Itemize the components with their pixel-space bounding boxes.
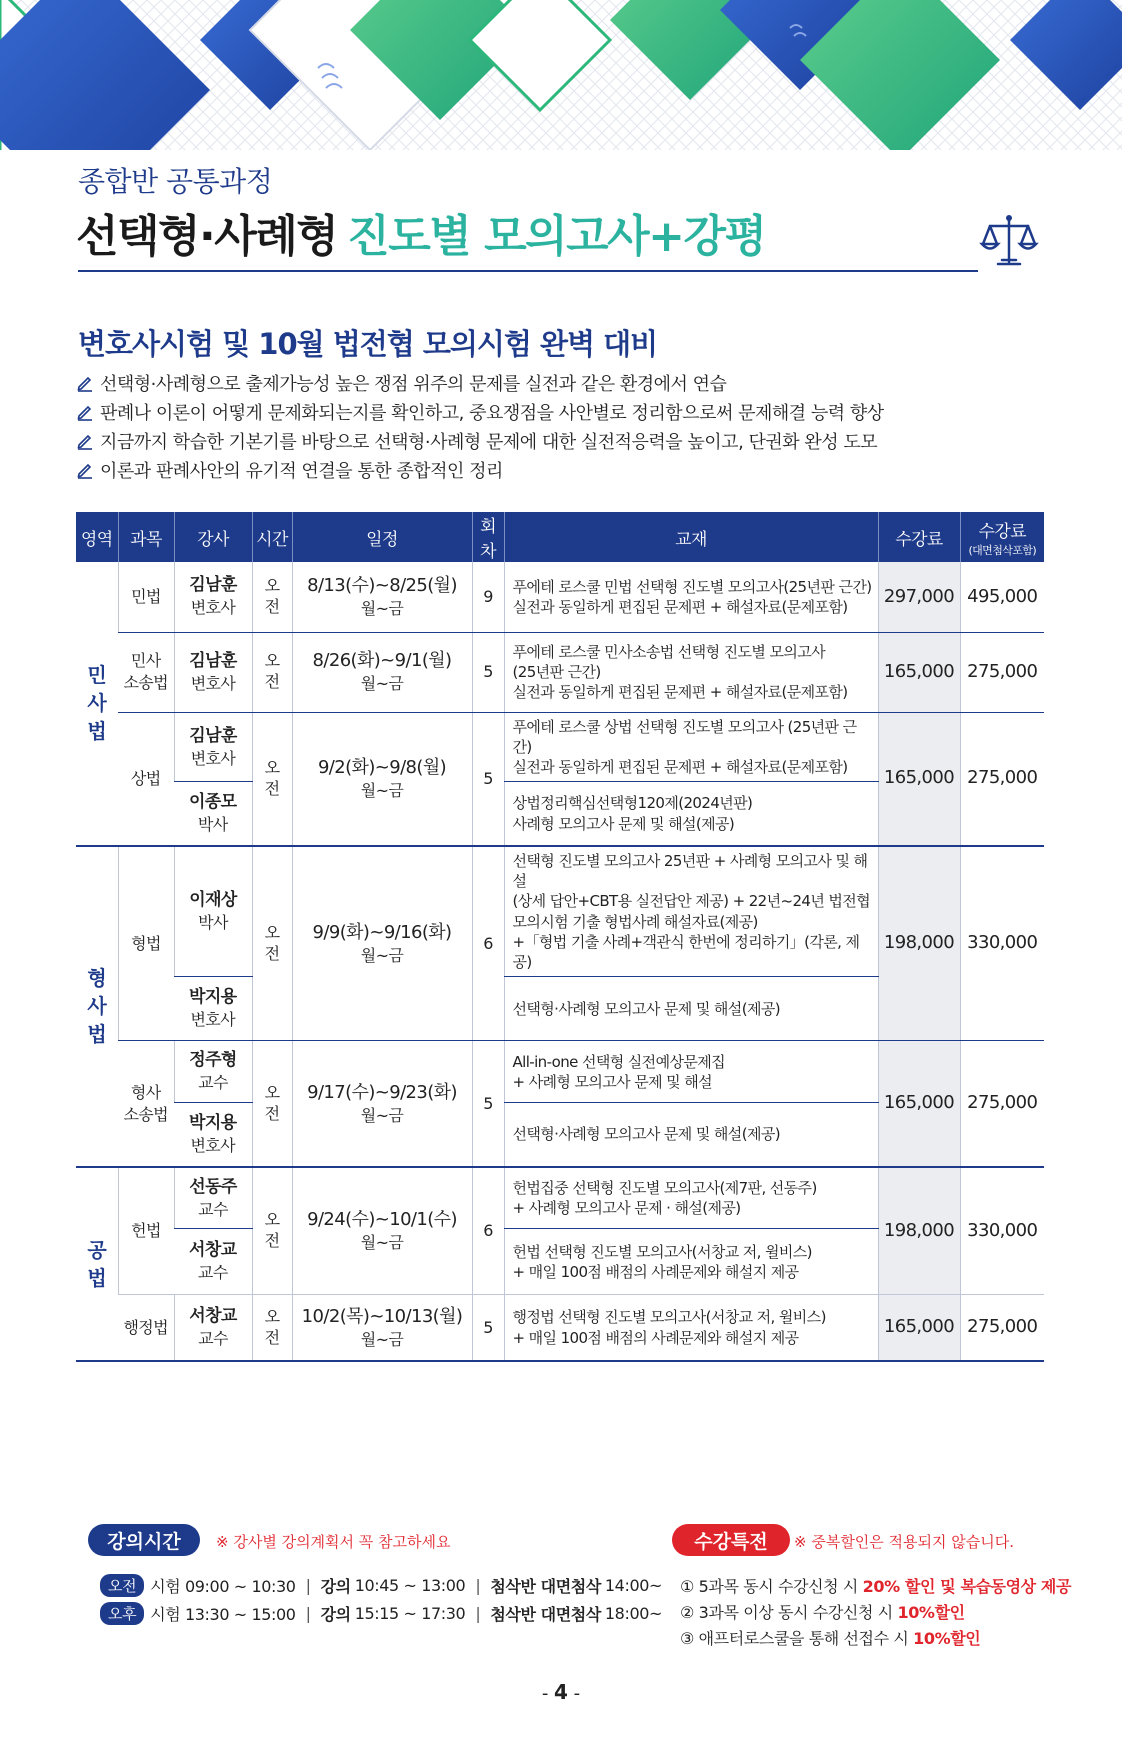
area-char: 사 (87, 994, 107, 1019)
weekdays: 월~금 (360, 1329, 404, 1349)
textbook-cell (504, 1167, 878, 1229)
subject-line: 소송법 (123, 1104, 169, 1124)
lecturer-title: 변호사 (190, 598, 236, 618)
date-range: 8/13(수)~8/25(월) (307, 574, 457, 596)
textbook-line: 사례형 모의고사 문제 및 해설(제공) (512, 814, 735, 833)
benefit-text: ② 3과목 이상 동시 수강신청 시 (680, 1603, 898, 1622)
fee2-sublabel: (대면첨삭포함) (968, 543, 1037, 557)
lecturer-name: 박지용 (189, 987, 237, 1008)
review-label: 첨삭반 대면첨삭 (490, 1605, 601, 1624)
area-char: 형 (87, 966, 107, 991)
table-row (76, 1167, 1044, 1229)
pm-lecture-time: 15:15 ~ 17:30 (354, 1604, 466, 1623)
col-header-sessions: 회차 (472, 512, 504, 562)
schedule-table (76, 512, 1044, 1362)
subject-cell: 행정법 (118, 1295, 174, 1361)
textbook-line: 실전과 동일하게 편집된 문제편 + 해설자료(문제포함) (512, 683, 848, 702)
col-header-lecturer: 강사 (174, 512, 252, 562)
area-char: 공 (87, 1237, 107, 1262)
lecture-label: 강의 (320, 1577, 351, 1596)
lecture-time-note: ※ 강사별 강의계획서 꼭 참고하세요 (216, 1533, 451, 1551)
lecturer-title: 박사 (197, 815, 228, 835)
textbook-line: 실전과 동일하게 편집된 문제편 + 해설자료(문제포함) (512, 758, 848, 776)
time-char: 오 (264, 1082, 280, 1102)
table-row (76, 562, 1044, 632)
area-char: 사 (87, 691, 107, 716)
am-tag: 오전 (100, 1574, 144, 1597)
textbook-line: +「형법 기출 사례+객관식 한번에 정리하기」(각론, 제공) (512, 932, 860, 971)
weekdays: 월~금 (360, 945, 404, 965)
time-char: 오 (264, 575, 280, 595)
lecturer-name: 선동주 (189, 1176, 237, 1197)
schedule-cell (292, 1167, 472, 1295)
schedule-cell (292, 846, 472, 1041)
lecture-time-badge: 강의시간 (88, 1524, 200, 1556)
col-header-area: 영역 (76, 512, 118, 562)
separator: | (475, 1576, 481, 1595)
benefits-note: ※ 중복할인은 적용되지 않습니다. (794, 1533, 1015, 1551)
subject-cell (118, 1041, 174, 1167)
list-item (76, 397, 884, 426)
textbook-cell (504, 1041, 878, 1103)
area-char: 법 (87, 1265, 107, 1290)
textbook-line: 모의시험 기출 형법사례 해설자료(제공) (512, 912, 758, 931)
textbook-line: (상세 답안+CBT용 실전답안 제공) + 22년~24년 법전협 (512, 892, 871, 911)
separator: | (305, 1576, 311, 1595)
time-char: 오 (264, 651, 280, 671)
separator: | (475, 1604, 481, 1623)
fee-cell: 198,000 (878, 1167, 960, 1295)
textbook-cell (504, 1229, 878, 1295)
fee-cell: 198,000 (878, 846, 960, 1041)
lecturer-cell (174, 782, 252, 846)
lecturer-title: 변호사 (190, 673, 236, 693)
title-main: 선택형·사례형 (76, 211, 338, 262)
textbook-cell (504, 846, 878, 977)
time-cell (252, 846, 292, 1041)
pencil-icon (76, 461, 94, 479)
fee-cell: 165,000 (878, 1295, 960, 1361)
date-range: 9/9(화)~9/16(화) (312, 921, 452, 943)
scales-of-justice-icon (978, 210, 1040, 272)
am-exam-time: 시험 09:00 ~ 10:30 (150, 1577, 296, 1596)
col-header-time: 시간 (252, 512, 292, 562)
date-range: 9/24(수)~10/1(수) (307, 1209, 457, 1231)
lecturer-title: 교수 (198, 1199, 228, 1219)
table-row (76, 632, 1044, 712)
pencil-icon (76, 374, 94, 392)
textbook-line: + 사례형 모의고사 문제 · 해설(제공) (512, 1199, 741, 1217)
textbook-line: 푸에테 로스쿨 상법 선택형 진도별 모의고사 (25년판 근간) (512, 717, 857, 756)
time-char: 오 (264, 757, 280, 777)
benefit-text: ① 5과목 동시 수강신청 시 (680, 1577, 863, 1596)
time-char: 전 (264, 596, 280, 616)
lecturer-name: 이종모 (189, 792, 237, 813)
page-number: - 4 - (541, 1680, 581, 1704)
col-header-textbook: 교재 (504, 512, 878, 562)
fee-with-review-cell: 275,000 (960, 632, 1044, 712)
am-lecture-time: 10:45 ~ 13:00 (354, 1576, 466, 1595)
fee-cell: 165,000 (878, 632, 960, 712)
textbook-line: 헌법집중 선택형 진도별 모의고사(제7판, 선동주) (512, 1178, 817, 1197)
pm-tag: 오후 (100, 1602, 144, 1625)
benefit-item (680, 1626, 980, 1649)
lecture-label: 강의 (320, 1605, 351, 1624)
col-header-subject: 과목 (118, 512, 174, 562)
time-cell (252, 1041, 292, 1167)
col-header-schedule: 일정 (292, 512, 472, 562)
fee-cell: 165,000 (878, 1041, 960, 1167)
textbook-line: 행정법 선택형 진도별 모의고사(서창교 저, 윌비스) (512, 1308, 826, 1327)
sessions-cell: 5 (472, 1041, 504, 1167)
lecturer-title: 변호사 (190, 1136, 236, 1156)
intro-bullet-list (76, 368, 884, 484)
date-range: 10/2(목)~10/13(월) (301, 1305, 463, 1327)
textbook-line: 상법정리핵심선택형120제(2024년판) (512, 794, 753, 813)
separator: | (305, 1604, 311, 1623)
pm-review-time: 18:00~ (604, 1604, 663, 1623)
fee-cell: 297,000 (878, 562, 960, 632)
lecturer-title: 교수 (198, 1073, 228, 1093)
col-header-fee: 수강료 (878, 512, 960, 562)
time-char: 전 (264, 672, 280, 691)
fee-with-review-cell: 275,000 (960, 1041, 1044, 1167)
pencil-icon (76, 403, 94, 421)
fee-with-review-cell: 330,000 (960, 846, 1044, 1041)
date-range: 9/17(수)~9/23(화) (307, 1081, 457, 1103)
table-row (76, 712, 1044, 782)
textbook-line: 선택형 진도별 모의고사 25년판 + 사례형 모의고사 및 해설 (512, 851, 868, 890)
date-range: 9/2(화)~9/8(월) (317, 756, 447, 778)
time-cell (252, 632, 292, 712)
fee-with-review-cell: 275,000 (960, 712, 1044, 846)
subject-line: 형사 (130, 1082, 161, 1102)
sessions-cell: 5 (472, 1295, 504, 1361)
benefits-badge: 수강특전 (672, 1524, 790, 1556)
time-cell (252, 1167, 292, 1295)
weekdays: 월~금 (360, 599, 404, 619)
am-schedule-row (100, 1574, 662, 1597)
area-civil (76, 562, 118, 846)
fee-cell: 165,000 (878, 712, 960, 846)
lecturer-cell (174, 1295, 252, 1361)
lecturer-cell (174, 977, 252, 1041)
time-cell (252, 712, 292, 846)
bullet-text: 선택형·사례형으로 출제가능성 높은 쟁점 위주의 문제를 실전과 같은 환경에서 연습 (100, 373, 727, 395)
weekdays: 월~금 (360, 1105, 404, 1125)
time-cell (252, 562, 292, 632)
section-heading: 변호사시험 및 10월 법전협 모의시험 완벽 대비 (78, 327, 658, 361)
sessions-cell: 6 (472, 846, 504, 1041)
table-row (76, 1295, 1044, 1361)
lecturer-cell (174, 1167, 252, 1229)
lecturer-cell (174, 632, 252, 712)
textbook-line: + 매일 100점 배점의 사례문제와 해설지 제공 (512, 1328, 799, 1347)
fee-with-review-cell: 275,000 (960, 1295, 1044, 1361)
lecturer-title: 변호사 (190, 1010, 236, 1030)
area-char: 민 (87, 663, 107, 688)
page-number-value: 4 (554, 1680, 568, 1704)
area-char: 법 (87, 719, 107, 744)
fee-with-review-cell: 330,000 (960, 1167, 1044, 1295)
subject-line: 소송법 (123, 673, 169, 692)
time-char: 전 (264, 1231, 280, 1250)
lecturer-name: 정주형 (189, 1050, 237, 1071)
benefit-highlight: 20% 할인 및 복습동영상 제공 (862, 1577, 1072, 1596)
textbook-line: 실전과 동일하게 편집된 문제편 + 해설자료(문제포함) (512, 597, 848, 616)
date-range: 8/26(화)~9/1(월) (312, 650, 452, 672)
textbook-line: 헌법 선택형 진도별 모의고사(서창교 저, 윌비스) (512, 1242, 812, 1261)
list-item (76, 455, 884, 484)
textbook-line: + 사례형 모의고사 문제 및 해설 (512, 1072, 712, 1091)
lecturer-title: 변호사 (190, 748, 236, 768)
lecturer-cell (174, 1103, 252, 1167)
lecturer-name: 서창교 (189, 1306, 237, 1327)
sessions-cell: 6 (472, 1167, 504, 1295)
bullet-text: 지금까지 학습한 기본기를 바탕으로 선택형·사례형 문제에 대한 실전적응력을 높이고, 단권화 완성 도모 (100, 431, 878, 453)
subject-cell: 형법 (118, 846, 174, 1041)
lecturer-cell (174, 562, 252, 632)
table-header-row (76, 512, 1044, 562)
lecturer-cell (174, 712, 252, 782)
time-char: 오 (264, 1306, 280, 1326)
subject-line: 민사 (130, 651, 161, 671)
pm-schedule-row (100, 1602, 662, 1625)
schedule-cell (292, 712, 472, 846)
benefit-text: ③ 애프터로스쿨을 통해 선접수 시 (680, 1629, 914, 1648)
table-row (76, 846, 1044, 977)
lecturer-cell (174, 1229, 252, 1295)
textbook-cell: 선택형·사례형 모의고사 문제 및 해설(제공) (504, 1103, 878, 1167)
col-header-fee-with-review (960, 512, 1044, 562)
lecturer-name: 이재상 (189, 890, 237, 911)
page-title (76, 200, 765, 264)
benefit-highlight: 10%할인 (897, 1603, 965, 1622)
textbook-cell (504, 782, 878, 846)
sessions-cell: 5 (472, 632, 504, 712)
time-char: 전 (264, 1103, 280, 1123)
lecturer-name: 박지용 (189, 1113, 237, 1134)
weekdays: 월~금 (360, 780, 404, 800)
review-label: 첨삭반 대면첨삭 (490, 1577, 601, 1596)
textbook-line: 푸에테 로스쿨 민사소송법 선택형 진도별 모의고사 (512, 642, 826, 661)
am-review-time: 14:00~ (604, 1576, 663, 1595)
pm-exam-time: 시험 13:30 ~ 15:00 (150, 1605, 296, 1624)
lecturer-title: 박사 (198, 913, 228, 933)
list-item (76, 426, 884, 455)
sessions-cell: 5 (472, 712, 504, 846)
fee2-label: 수강료 (978, 521, 1026, 542)
title-divider (78, 270, 978, 272)
textbook-line: (25년판 근간) (512, 662, 601, 681)
schedule-cell (292, 562, 472, 632)
area-criminal (76, 846, 118, 1167)
textbook-cell (504, 562, 878, 632)
time-char: 오 (264, 1210, 280, 1230)
time-char: 전 (264, 943, 280, 963)
textbook-cell: 선택형·사례형 모의고사 문제 및 해설(제공) (504, 977, 878, 1041)
time-cell (252, 1295, 292, 1361)
pencil-icon (76, 432, 94, 450)
textbook-cell (504, 712, 878, 782)
subject-cell: 상법 (118, 712, 174, 846)
weekdays: 월~금 (360, 674, 404, 694)
fee-with-review-cell: 495,000 (960, 562, 1044, 632)
textbook-line: All-in-one 선택형 실전예상문제집 (512, 1052, 726, 1071)
title-accent: 진도별 모의고사+강평 (347, 211, 766, 262)
page-subtitle: 종합반 공통과정 (78, 165, 273, 198)
lecturer-title: 교수 (197, 1263, 228, 1283)
benefit-item (680, 1600, 965, 1623)
bullet-text: 판례나 이론이 어떻게 문제화되는지를 확인하고, 중요쟁점을 사안별로 정리함으로써 문제해결 능력 향상 (100, 402, 884, 424)
lecturer-cell (174, 1041, 252, 1103)
subject-cell: 민법 (118, 562, 174, 632)
bullet-text: 이론과 판례사안의 유기적 연결을 통한 종합적인 정리 (100, 460, 503, 482)
schedule-cell (292, 632, 472, 712)
lecturer-title: 교수 (198, 1329, 228, 1349)
subject-cell: 헌법 (118, 1167, 174, 1295)
schedule-cell (292, 1041, 472, 1167)
table-row (76, 1041, 1044, 1103)
lecturer-name: 김남훈 (189, 650, 237, 671)
benefit-highlight: 10%할인 (913, 1629, 981, 1648)
lecturer-name: 서창교 (189, 1240, 237, 1261)
lecturer-name: 김남훈 (189, 575, 237, 596)
time-char: 전 (264, 778, 280, 798)
textbook-line: + 매일 100점 배점의 사례문제와 해설지 제공 (512, 1262, 799, 1281)
textbook-cell (504, 632, 878, 712)
time-char: 오 (264, 922, 280, 942)
list-item (76, 368, 884, 397)
subject-cell (118, 632, 174, 712)
sessions-cell: 9 (472, 562, 504, 632)
lecturer-cell (174, 846, 252, 977)
header-decoration (0, 0, 1122, 150)
textbook-cell (504, 1295, 878, 1361)
weekdays: 월~금 (360, 1233, 404, 1253)
time-char: 전 (264, 1327, 280, 1347)
schedule-cell (292, 1295, 472, 1361)
lecturer-name: 김남훈 (189, 725, 237, 746)
area-public (76, 1167, 118, 1361)
benefit-item (680, 1574, 1071, 1597)
textbook-line: 푸에테 로스쿨 민법 선택형 진도별 모의고사(25년판 근간) (512, 577, 872, 596)
area-char: 법 (87, 1022, 107, 1047)
